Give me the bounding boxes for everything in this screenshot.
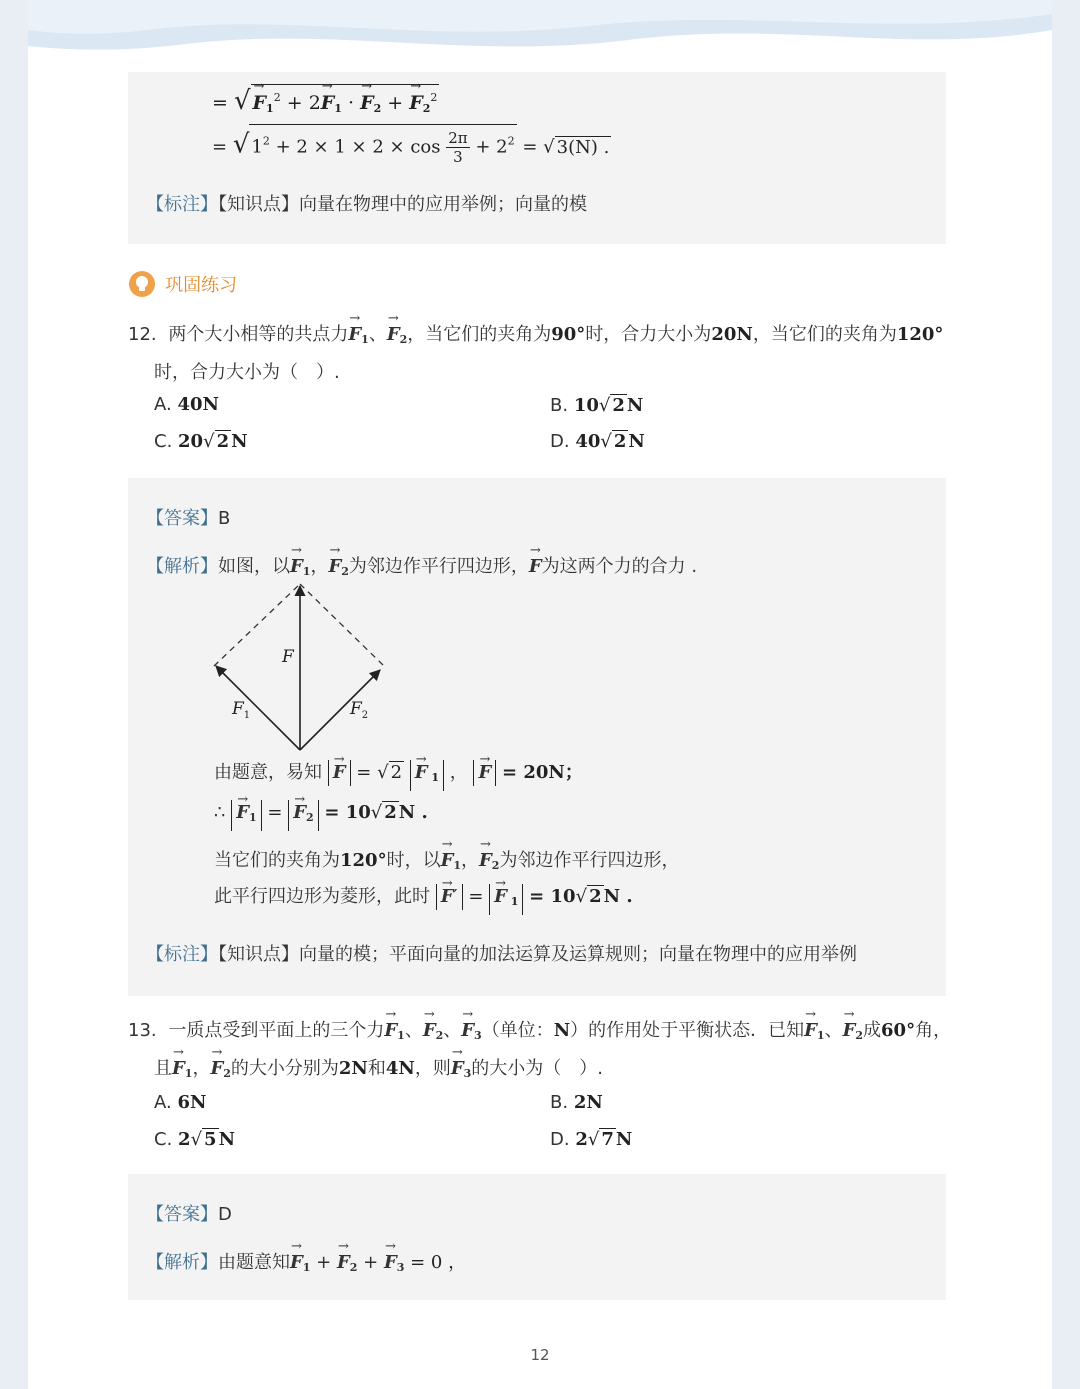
a12-answer: 【答案】B (146, 508, 231, 529)
vector-F1 (216, 666, 300, 750)
q13-option-d: D. 2√ 7 N (550, 1129, 633, 1150)
top-solution-box (128, 72, 946, 244)
q12-option-b: B. 10√ 2 N (550, 395, 644, 416)
label-F1: $F_1$ (232, 699, 251, 721)
top-biaozhu: 【标注】【知识点】向量在物理中的应用举例；向量的模 (146, 194, 587, 215)
section-header (128, 270, 237, 298)
header-wave-decoration (28, 0, 1052, 72)
a13-jiexi: 【解析】由题意知→ $F_1$ + → $F_2$ + → $F_3 = 0$ ， (146, 1248, 466, 1274)
label-F: F (282, 647, 294, 667)
label-F2: $F_2$ (350, 699, 369, 721)
q13-line-2: 且→ $F_1$，→ $F_2$的大小分别为2N和4N，则→ $F_3$的大小为（ ）. (154, 1054, 603, 1080)
q12-option-d: D. 40√ 2 N (550, 431, 645, 452)
answer-12-box (128, 478, 946, 996)
a12-step-4: 此平行四边形为菱形，此时 → F′ = → F $_1$ = 10√ 2 N . (214, 882, 633, 915)
a12-biaozhu: 【标注】【知识点】向量的模；平面向量的加法运算及运算规则；向量在物理中的应用举例 (146, 944, 857, 965)
a12-step-2: ∴ → $F_1$ = → $F_2 = 10√$ 2 N . (214, 800, 428, 831)
q13-option-c: C. 2√ 5 N (154, 1129, 236, 1150)
section-title: 巩固练习 (165, 275, 238, 296)
formula-line-2: = $√1^2 + 2 \times 1 \times 2 \times \cos$ $\frac{2\pi}{3}$ + $2^2$ = √ 3(N) . (212, 124, 611, 166)
q13-option-a: A. 6N (154, 1092, 207, 1113)
q13-line-1: 13. 一质点受到平面上的三个力→ $F_1$、→ $F_2$、→ $F_3$（单位：N）的作用处于平衡状态．已知→ $F_1$、→ $F_2$成60°角， (128, 1016, 951, 1042)
a12-jiexi: 【解析】如图，以→ $F_1$，→ $F_2$为邻边作平行四边形，→ F为这两个力的合力 . (146, 552, 697, 578)
q12-option-a: A. 40N (154, 394, 219, 415)
page-number: 12 (530, 1346, 550, 1364)
dashed-side-right (300, 584, 384, 666)
a12-step-1: 由题意，易知 → F = √ 2 → F $_1$ ， → F = 20N； (214, 758, 583, 791)
q12-line-1: 12. 两个大小相等的共点力→ $F_1$、→ $F_2$，当它们的夹角为90°时，合力大小为20N，当它们的夹角为120° (128, 320, 943, 346)
answer-13-box (128, 1174, 946, 1300)
q13-option-b: B. 2N (550, 1092, 603, 1113)
q12-line-2: 时，合力大小为（ ）. (154, 362, 340, 383)
lightbulb-icon (128, 270, 156, 298)
q12-option-c: C. 20√ 2 N (154, 431, 248, 452)
formula-line-1: = √→ $F_1^2 + 2\to F_1$ · → $F_2$ + → $F_2^2$ (212, 84, 439, 116)
force-parallelogram-diagram (204, 578, 404, 758)
document-page (28, 0, 1052, 1389)
a13-answer: 【答案】D (146, 1204, 232, 1225)
a12-step-3: 当它们的夹角为120°时，以→ $F_1$，→ $F_2$为邻边作平行四边形， (214, 846, 679, 872)
